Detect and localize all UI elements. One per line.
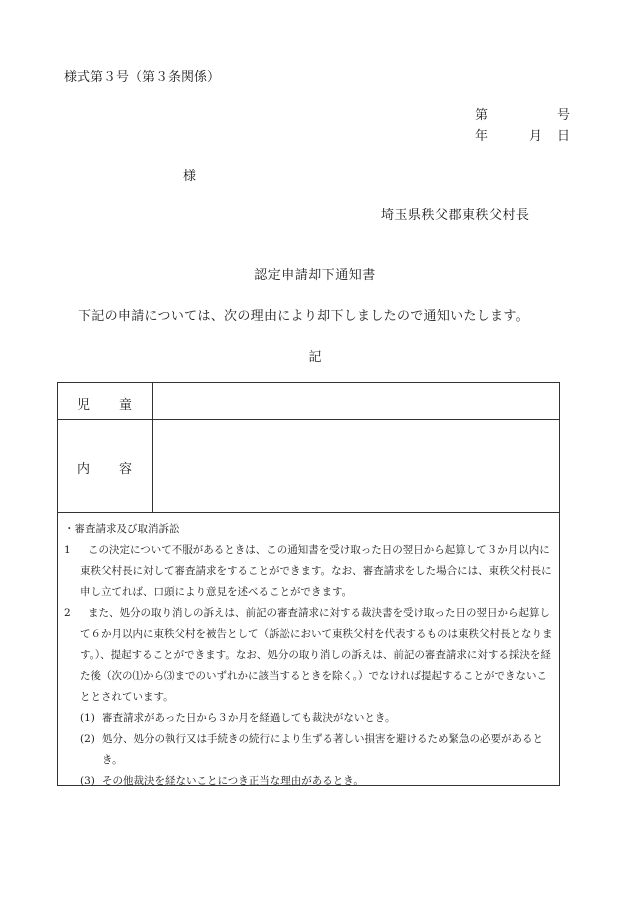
notes-heading: ・審査請求及び取消訴訟 <box>64 523 180 535</box>
note-item <box>64 540 556 603</box>
number-label-suffix: 号 <box>556 108 570 123</box>
note-text: また、処分の取り消しの訴えは、前記の審査請求に対する裁決書を受け取った日の翌日から起算して６か月以内に東秩父村を被告として（訴訟において東秩父村を代表するものは東秩父村長となります。）、提起することができます。なお、処分の取り消しの訴えは、前記の審査請求に対する採決を経た後（次の⑴から⑶までのいずれかに該当するときを除く。）でなければ提起することができないこととされています。 <box>80 607 553 703</box>
form-number: 様式第３号（第３条関係） <box>64 70 221 85</box>
date-day: 日 <box>556 129 570 144</box>
note-text: この決定について不服があるときは、この通知書を受け取った日の翌日から起算して３か月以内に東秩父村長に対して審査請求をすることができます。なお、審査請求をした場合には、東秩父村長に申し立てれば、口頭により意見を述べることができます。 <box>80 544 552 598</box>
document-number-line <box>475 104 570 125</box>
number-label-prefix: 第 <box>475 108 489 123</box>
subitem-text: その他裁決を経ないことにつき正当な理由があるとき。 <box>102 775 364 787</box>
content-label: 内 容 <box>76 462 133 477</box>
document-number-date-block <box>475 104 570 146</box>
note-subitem <box>64 729 556 771</box>
content-value <box>153 420 559 512</box>
subitem-text: 処分、処分の執行又は手続きの続行により生ずる著しい損害を避けるため緊急の必要があるとき。 <box>102 733 543 766</box>
child-value <box>153 383 559 419</box>
note-item <box>64 603 556 708</box>
note-number: 1 <box>64 544 71 556</box>
note-subitem <box>64 708 556 729</box>
subitem-number: (3) <box>80 775 95 787</box>
ki-heading: 記 <box>308 350 322 365</box>
appeal-notes <box>64 519 556 792</box>
table-notes-divider <box>58 512 559 513</box>
sender-name: 埼玉県秩父郡東秩父村長 <box>381 208 530 223</box>
subitem-text: 審査請求があった日から３か月を経過しても裁決がないとき。 <box>102 712 396 724</box>
note-subitem <box>64 771 556 792</box>
date-month: 月 <box>528 129 542 144</box>
date-year: 年 <box>475 129 489 144</box>
document-title: 認定申請却下通知書 <box>254 268 376 283</box>
note-number: 2 <box>64 607 71 619</box>
subitem-number: (2) <box>80 733 95 745</box>
details-table <box>57 382 560 786</box>
child-label: 児 童 <box>76 398 133 413</box>
subitem-number: (1) <box>80 712 95 724</box>
recipient-line: 様 <box>183 169 197 184</box>
date-line <box>475 125 570 146</box>
intro-text: 下記の申請については、次の理由により却下しましたので通知いたします。 <box>78 309 529 324</box>
